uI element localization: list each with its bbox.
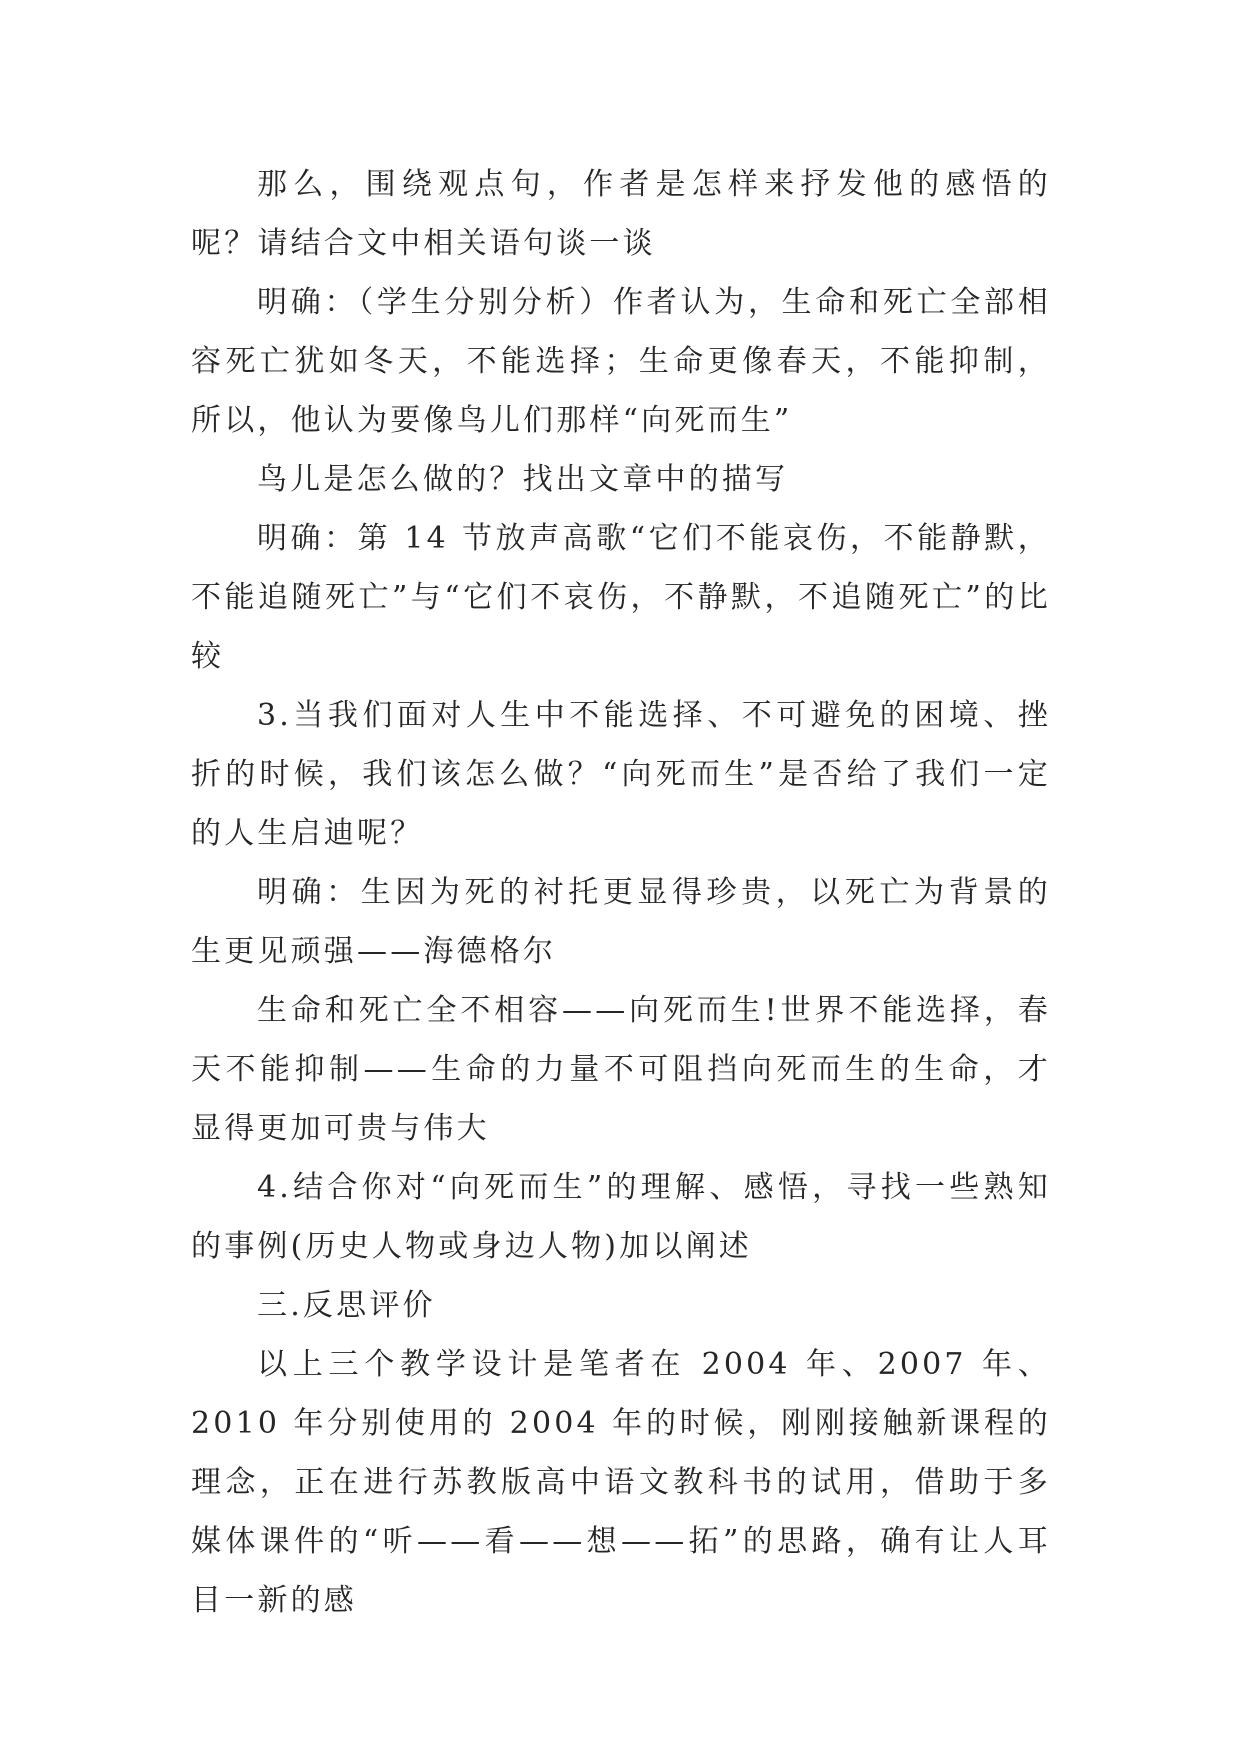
- paragraph: 生命和死亡全不相容——向死而生!世界不能选择，春天不能抑制——生命的力量不可阻挡向死而生的生命，才显得更加可贵与伟大: [191, 993, 1051, 1146]
- paragraph: 明确：（学生分别分析）作者认为，生命和死亡全部相容死亡犹如冬天，不能选择；生命更像春天，不能抑制，所以，他认为要像鸟儿们那样“向死而生”: [191, 285, 1051, 438]
- paragraph: 明确：第 14 节放声高歌“它们不能哀伤，不能静默，不能追随死亡”与“它们不哀伤，不静默，不追随死亡”的比较: [191, 521, 1051, 674]
- paragraph: 明确：生因为死的衬托更显得珍贵，以死亡为背景的生更见顽强——海德格尔: [191, 875, 1051, 969]
- paragraph: 4.结合你对“向死而生”的理解、感悟，寻找一些熟知的事例(历史人物或身边人物)加以阐述: [191, 1170, 1051, 1264]
- document-body: [191, 155, 1051, 1630]
- paragraph: 以上三个教学设计是笔者在 2004 年、2007 年、2010 年分别使用的 2004 年的时候，刚刚接触新课程的理念，正在进行苏教版高中语文教科书的试用，借助于多媒体课件的“听——看——想——拓”的思路，确有让人耳目一新的感: [191, 1347, 1051, 1618]
- section-heading: 三.反思评价: [257, 1288, 436, 1323]
- paragraph: 鸟儿是怎么做的？找出文章中的描写: [257, 462, 789, 497]
- paragraph: 那么，围绕观点句，作者是怎样来抒发他的感悟的呢？请结合文中相关语句谈一谈: [191, 167, 1051, 261]
- paragraph: 3.当我们面对人生中不能选择、不可避免的困境、挫折的时候，我们该怎么做？“向死而生”是否给了我们一定的人生启迪呢？: [191, 698, 1051, 851]
